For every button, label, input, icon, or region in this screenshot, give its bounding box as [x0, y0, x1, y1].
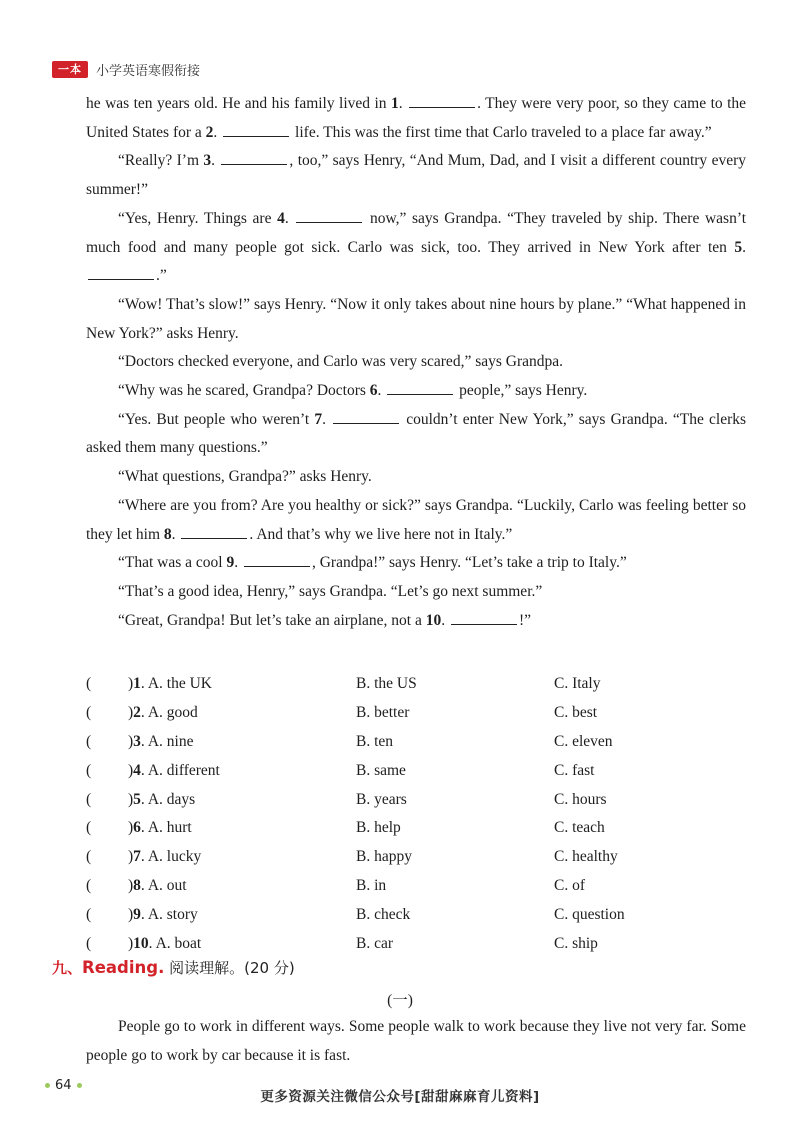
story-text: . They were very poor, so they came to the United States for a — [86, 95, 747, 141]
story-text: . — [377, 382, 386, 400]
question-number: 6 — [133, 819, 141, 837]
story-text: “Yes, Henry. Things are — [118, 209, 278, 227]
story-text: he was ten years old. He and his family lived in — [86, 95, 391, 112]
option-b[interactable]: B. same — [356, 761, 406, 779]
answer-blank[interactable] — [221, 150, 287, 165]
answer-paren-close: ) — [128, 761, 134, 779]
dot-sep: . — [140, 848, 148, 866]
answer-paren-close: ) — [128, 877, 134, 895]
option-b[interactable]: B. better — [356, 703, 410, 721]
option-row — [86, 814, 746, 843]
story-paragraph — [86, 377, 746, 406]
question-number: 4 — [133, 761, 141, 779]
story-text: now,” says Grandpa. “They traveled by ship. There wasn’t much food and many people got sick. Carlo was sick, too. They arrived in New York after ten — [86, 209, 747, 256]
option-c[interactable]: C. healthy — [554, 848, 618, 866]
story-text: , Grandpa!” says Henry. “Let’s take a trip to Italy.” — [311, 554, 627, 572]
dot-sep: . — [140, 675, 148, 692]
option-row — [86, 670, 746, 699]
story-text: people,” says Henry. — [455, 382, 588, 400]
blank-number: 10 — [425, 611, 442, 629]
option-row — [86, 786, 746, 815]
option-a[interactable]: A. lucky — [147, 848, 202, 866]
dot-sep: . — [140, 877, 148, 895]
answer-paren-open[interactable]: ( — [86, 732, 92, 750]
story-paragraph — [86, 578, 746, 607]
story-paragraph — [86, 291, 746, 348]
answer-paren-close: ) — [128, 935, 134, 953]
blank-number: 6 — [369, 382, 378, 400]
story-text: “What questions, Grandpa?” asks Henry. — [118, 468, 372, 486]
option-a-cell — [128, 814, 356, 843]
section-number: 九、 — [52, 959, 83, 977]
story-text: . — [398, 95, 408, 112]
answer-paren-open[interactable]: ( — [86, 848, 92, 866]
answer-paren-open[interactable]: ( — [86, 906, 92, 924]
option-a[interactable]: A. days — [147, 790, 196, 808]
option-a[interactable]: A. good — [147, 703, 198, 721]
section-title-cn: 阅读理解。(20 分) — [164, 959, 295, 977]
story-paragraph — [86, 90, 746, 147]
section-title-en: Reading. — [82, 958, 165, 977]
story-text: . — [284, 209, 295, 227]
option-a[interactable]: A. out — [147, 877, 187, 895]
option-a[interactable]: A. boat — [155, 935, 202, 953]
blank-number: 1 — [391, 95, 399, 112]
passage-subtitle: (一) — [387, 992, 413, 1009]
blank-number: 8 — [163, 525, 172, 543]
story-paragraph — [86, 463, 746, 492]
answer-blank[interactable] — [244, 552, 310, 567]
blank-number: 5 — [734, 238, 743, 256]
option-row — [86, 901, 746, 930]
story-text: !” — [518, 611, 532, 629]
story-paragraph — [86, 607, 746, 636]
option-c[interactable]: C. teach — [554, 819, 605, 837]
option-c[interactable]: C. fast — [554, 761, 595, 779]
option-a-cell — [128, 699, 356, 728]
option-c[interactable]: C. hours — [554, 790, 607, 808]
question-number: 8 — [133, 877, 141, 895]
blank-number: 4 — [277, 209, 285, 227]
answer-paren-open[interactable]: ( — [86, 819, 92, 837]
answer-paren-open[interactable]: ( — [86, 675, 92, 692]
option-a-cell — [128, 757, 356, 786]
option-a-cell — [128, 901, 356, 930]
blank-number: 7 — [314, 410, 323, 428]
answer-paren-close: ) — [128, 675, 134, 692]
series-title: 小学英语寒假衔接 — [96, 63, 201, 79]
story-text: “Wow! That’s slow!” says Henry. “Now it only takes about nine hours by plane.” “What happened in New York?” asks Henry. — [86, 295, 746, 342]
story-text: . — [742, 238, 746, 256]
option-row — [86, 843, 746, 872]
dot-sep: . — [140, 703, 148, 721]
option-a[interactable]: A. nine — [147, 732, 194, 750]
answer-paren-close: ) — [128, 819, 134, 837]
question-number: 2 — [133, 703, 141, 721]
option-c[interactable]: C. eleven — [554, 732, 613, 750]
page-header — [52, 60, 200, 78]
option-a[interactable]: A. story — [147, 906, 198, 924]
answer-blank[interactable] — [333, 409, 399, 424]
footer-note: 更多资源关注微信公众号[甜甜麻麻育儿资料] — [260, 1089, 540, 1105]
answer-paren-close: ) — [128, 848, 134, 866]
section-heading — [52, 957, 295, 978]
story-text: “Why was he scared, Grandpa? Doctors — [118, 382, 370, 400]
option-b[interactable]: B. help — [356, 819, 401, 837]
answer-options — [86, 670, 746, 959]
dot-sep: . — [140, 790, 148, 808]
story-text: couldn’t enter New York,” says Grandpa. “The clerks asked them many questions.” — [86, 410, 747, 457]
reading-passage: People go to work in different ways. Some people walk to work because they live not very far. Some people go to work by car because it is fast. — [86, 1018, 746, 1064]
answer-paren-open[interactable]: ( — [86, 877, 92, 895]
option-row — [86, 699, 746, 728]
answer-paren-close: ) — [128, 906, 134, 924]
option-b[interactable]: B. in — [356, 877, 387, 895]
option-b[interactable]: B. happy — [356, 848, 412, 866]
question-number: 7 — [133, 848, 141, 866]
option-a[interactable]: A. the UK — [147, 675, 212, 692]
question-number: 5 — [133, 790, 141, 808]
story-text: . And that’s why we live here not in Italy.” — [249, 525, 513, 543]
option-a-cell — [128, 728, 356, 757]
story-text: “That’s a good idea, Henry,” says Grandpa. “Let’s go next summer.” — [118, 582, 543, 600]
answer-blank[interactable] — [387, 380, 453, 395]
story-paragraph — [86, 549, 746, 578]
option-b[interactable]: B. check — [356, 906, 411, 924]
dot-sep: . — [148, 935, 156, 953]
story-paragraph — [86, 205, 746, 291]
option-a-cell — [128, 843, 356, 872]
option-c[interactable]: C. ship — [554, 935, 598, 953]
option-a-cell — [128, 786, 356, 815]
option-b[interactable]: B. the US — [356, 675, 417, 692]
answer-paren-open[interactable]: ( — [86, 703, 92, 721]
question-number: 10 — [133, 935, 149, 953]
option-c[interactable]: C. question — [554, 906, 625, 924]
answer-blank[interactable] — [223, 122, 289, 137]
dot-sep: . — [140, 761, 148, 779]
story-text: “Doctors checked everyone, and Carlo was very scared,” says Grandpa. — [118, 353, 564, 371]
option-row — [86, 757, 746, 786]
question-number: 3 — [133, 732, 141, 750]
answer-paren-open[interactable]: ( — [86, 935, 92, 953]
answer-paren-open[interactable]: ( — [86, 790, 92, 808]
story-paragraph — [86, 492, 746, 549]
option-a[interactable]: A. hurt — [147, 819, 192, 837]
answer-paren-close: ) — [128, 790, 134, 808]
story-text: . — [213, 123, 222, 141]
story-text: “Where are you from? Are you healthy or sick?” says Grandpa. “Luckily, Carlo was feeling better so they let him — [86, 496, 746, 543]
story-text: life. This was the first time that Carlo traveled to a place far away.” — [291, 123, 712, 141]
option-b[interactable]: B. car — [356, 935, 394, 953]
option-c[interactable]: C. Italy — [554, 675, 601, 692]
option-b[interactable]: B. ten — [356, 732, 394, 750]
dot-sep: . — [140, 906, 148, 924]
story-text: “Great, Grandpa! But let’s take an airplane, not a — [118, 611, 426, 629]
option-c[interactable]: C. best — [554, 703, 598, 721]
blank-number: 2 — [205, 123, 214, 141]
answer-paren-close: ) — [128, 703, 134, 721]
page-number: 64 — [55, 1078, 72, 1093]
story-text: “That was a cool — [118, 554, 227, 572]
blank-number: 3 — [203, 152, 212, 170]
question-number: 9 — [133, 906, 141, 924]
answer-blank[interactable] — [451, 610, 517, 625]
story-text: . — [234, 554, 242, 572]
story-paragraph — [86, 406, 746, 463]
answer-blank[interactable] — [88, 265, 154, 280]
option-b[interactable]: B. years — [356, 790, 407, 808]
dot-sep: . — [140, 732, 148, 750]
answer-blank[interactable] — [296, 208, 362, 223]
brand-badge: 一本 — [52, 61, 88, 78]
answer-paren-open[interactable]: ( — [86, 761, 92, 779]
answer-paren-close: ) — [128, 732, 134, 750]
story-text: , too,” says Henry, “And Mum, Dad, and I visit a different country every summer!” — [86, 152, 746, 199]
option-row — [86, 872, 746, 901]
option-a-cell — [128, 872, 356, 901]
story-text: “Yes. But people who weren’t — [118, 410, 315, 428]
story-text: “Really? I’m — [118, 152, 204, 170]
option-a[interactable]: A. different — [147, 761, 220, 779]
option-row — [86, 728, 746, 757]
answer-blank[interactable] — [409, 93, 475, 108]
option-c[interactable]: C. of — [554, 877, 585, 895]
dot-sep: . — [140, 819, 148, 837]
option-a-cell — [128, 930, 356, 959]
story-text: .” — [156, 267, 167, 285]
story-text: . — [441, 611, 449, 629]
story-paragraph — [86, 147, 746, 204]
answer-blank[interactable] — [181, 524, 247, 539]
cloze-story — [86, 90, 746, 635]
question-number: 1 — [133, 675, 141, 692]
story-paragraph — [86, 348, 746, 377]
story-text: . — [211, 152, 220, 170]
option-a-cell — [128, 670, 356, 699]
option-row — [86, 930, 746, 959]
story-text: . — [171, 525, 180, 543]
story-text: . — [322, 410, 332, 428]
blank-number: 9 — [226, 554, 235, 572]
